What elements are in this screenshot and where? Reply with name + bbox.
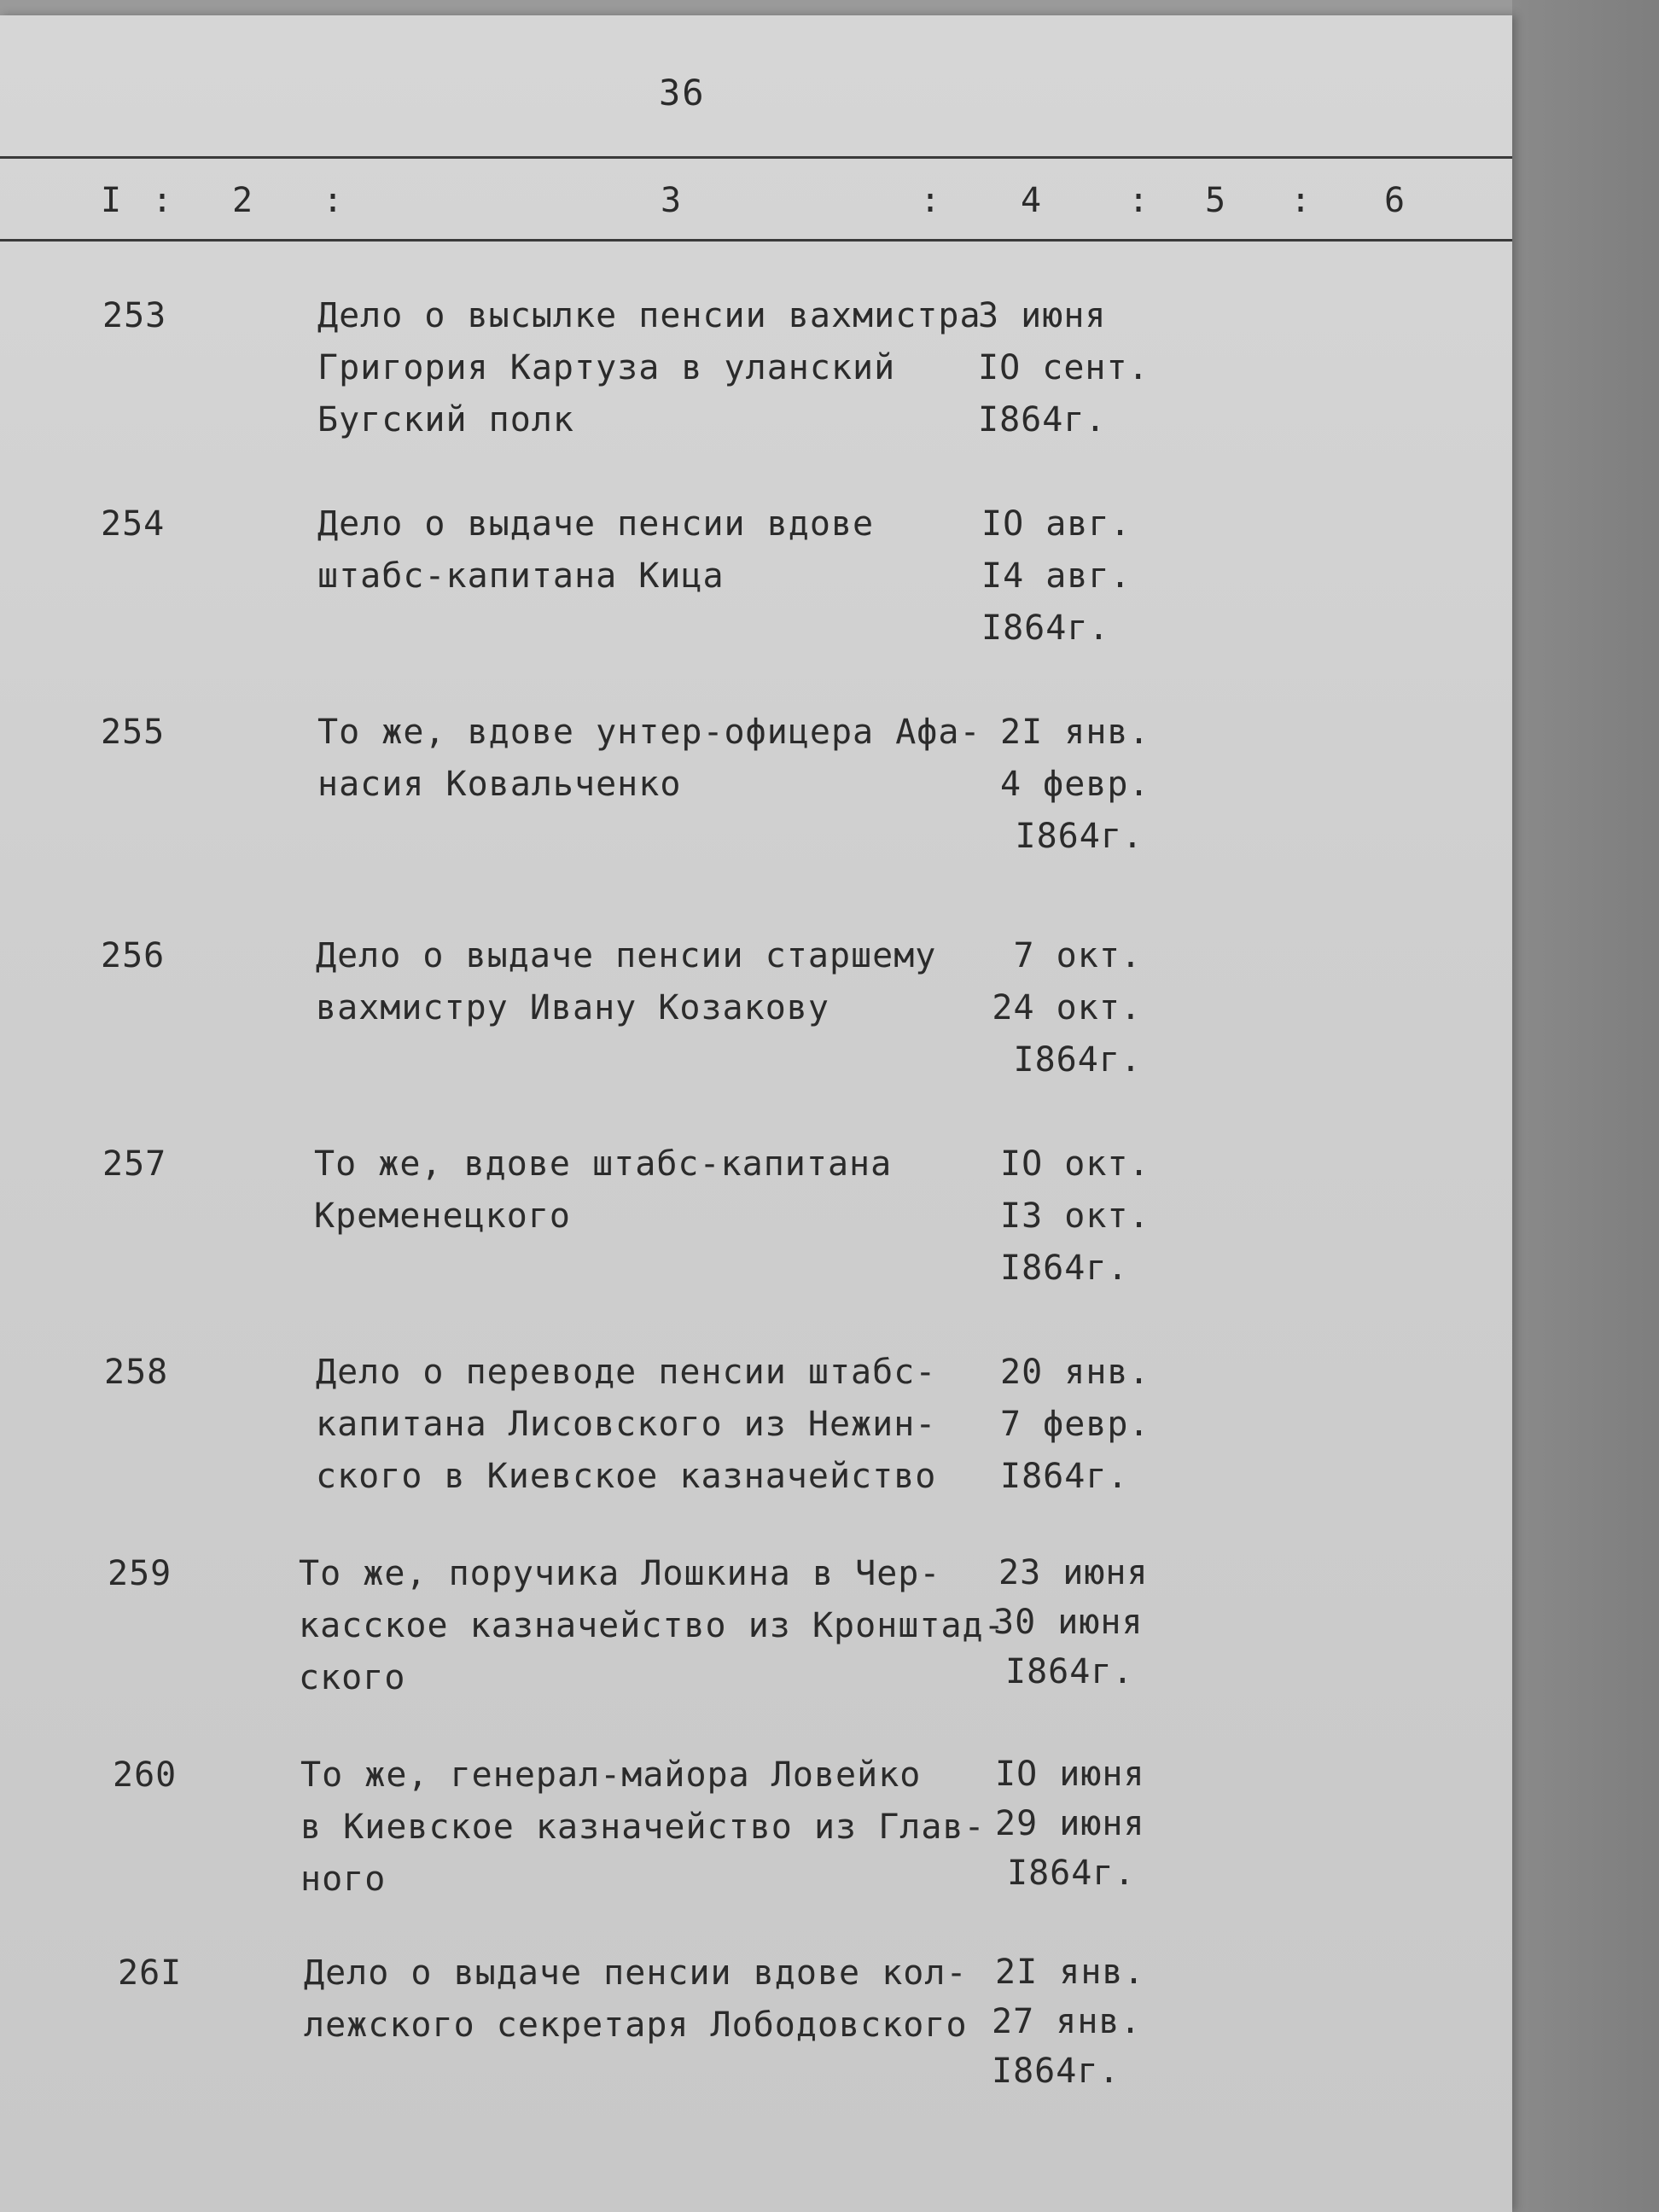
column-separator: : (1290, 181, 1312, 220)
description-line: Дело о высылке пенсии вахмистра (317, 296, 981, 335)
record-number: 260 (113, 1755, 178, 1795)
record-number: 254 (101, 504, 166, 544)
date-line: I864г. (992, 2052, 1121, 2091)
record-number: 26I (118, 1953, 183, 1993)
column-header-row (0, 166, 1512, 225)
description-line: Дело о переводе пенсии штабс- (316, 1353, 937, 1392)
date-line: 4 февр. (1000, 765, 1150, 804)
description-line: То же, поручика Лошкина в Чер- (299, 1554, 941, 1593)
record-dates (1000, 707, 1150, 863)
date-line: I864г. (978, 400, 1107, 439)
column-header-4: 4 (1021, 181, 1042, 220)
column-separator: : (1128, 181, 1150, 220)
record-description (304, 1947, 968, 2052)
header-rule-bottom (0, 239, 1512, 242)
background-surface (1512, 0, 1659, 2212)
description-line: То же, вдове унтер-офицера Афа- (317, 713, 981, 752)
record-description (314, 1138, 892, 1243)
record-description (316, 1347, 936, 1503)
description-line: ского в Киевское казначейство (316, 1457, 937, 1496)
record-dates (995, 1749, 1145, 1898)
description-line: штабс-капитана Кица (317, 556, 725, 596)
column-separator: : (323, 181, 344, 220)
record-number: 257 (102, 1144, 167, 1184)
record-number: 255 (101, 713, 166, 752)
date-line: IO авг. (981, 504, 1132, 544)
date-line: I864г. (1000, 1249, 1129, 1288)
description-line: То же, генерал-майора Ловейко (300, 1755, 922, 1795)
date-line: 23 июня (998, 1553, 1149, 1592)
record-description (300, 1749, 986, 1906)
column-header-6: 6 (1384, 181, 1406, 220)
date-line: 3 июня (978, 296, 1107, 335)
description-line: Кременецкого (314, 1196, 571, 1236)
description-line: Дело о выдаче пенсии старшему (316, 936, 937, 975)
column-separator: : (920, 181, 941, 220)
description-line: Бугский полк (317, 400, 574, 439)
date-line: 2I янв. (1000, 713, 1150, 752)
date-line: I3 окт. (1000, 1196, 1150, 1236)
record-dates (993, 1548, 1149, 1697)
record-dates (981, 498, 1132, 655)
description-line: насия Ковальченко (317, 765, 682, 804)
date-line: I864г. (1013, 1040, 1142, 1080)
description-line: в Киевское казначейство из Глав- (300, 1807, 986, 1847)
description-line: Дело о выдаче пенсии вдове (317, 504, 875, 544)
record-number: 258 (104, 1353, 169, 1392)
date-line: IO окт. (1000, 1144, 1150, 1184)
date-line: I864г. (981, 608, 1110, 648)
record-description (316, 930, 936, 1034)
date-line: 24 окт. (992, 988, 1142, 1027)
description-line: касское казначейство из Кронштад- (299, 1606, 1005, 1645)
archive-page (0, 15, 1512, 2212)
date-line: I864г. (1000, 1457, 1129, 1496)
date-line: IO сент. (978, 348, 1150, 387)
column-header-3: 3 (661, 181, 682, 220)
record-description (317, 290, 981, 446)
record-dates (1000, 1347, 1150, 1503)
description-line: лежского секретаря Лободовского (304, 2005, 968, 2045)
column-header-5: 5 (1205, 181, 1226, 220)
date-line: 20 янв. (1000, 1353, 1150, 1392)
column-header-2: 2 (232, 181, 253, 220)
date-line: 2I янв. (995, 1953, 1145, 1992)
date-line: I4 авг. (981, 556, 1132, 596)
date-line: 27 янв. (992, 2002, 1142, 2041)
page-number: 36 (659, 72, 706, 114)
header-rule-top (0, 156, 1512, 159)
column-header-1: I (101, 181, 122, 220)
date-line: 7 февр. (1000, 1405, 1150, 1444)
date-line: IO июня (995, 1755, 1145, 1794)
record-number: 259 (108, 1554, 172, 1593)
description-line: То же, вдове штабс-капитана (314, 1144, 893, 1184)
date-line: I864г. (1005, 1652, 1134, 1691)
record-dates (1000, 1138, 1150, 1295)
record-dates (980, 930, 1142, 1086)
record-dates (978, 290, 1150, 446)
date-line: I864г. (1007, 1854, 1136, 1893)
description-line: ного (300, 1860, 387, 1899)
record-number: 253 (102, 296, 167, 335)
date-line: I864г. (1015, 817, 1144, 856)
date-line: 29 июня (995, 1804, 1145, 1843)
record-description (317, 498, 874, 602)
record-dates (992, 1947, 1145, 2096)
description-line: капитана Лисовского из Нежин- (316, 1405, 937, 1444)
description-line: Дело о выдаче пенсии вдове кол- (304, 1953, 968, 1993)
description-line: ского (299, 1658, 406, 1697)
date-line: 30 июня (993, 1603, 1144, 1642)
record-description (299, 1548, 1005, 1704)
record-number: 256 (101, 936, 166, 975)
record-description (317, 707, 981, 811)
date-line: 7 окт. (1013, 936, 1142, 975)
description-line: Григория Картуза в уланский (317, 348, 896, 387)
column-separator: : (152, 181, 173, 220)
description-line: вахмистру Ивану Козакову (316, 988, 830, 1027)
